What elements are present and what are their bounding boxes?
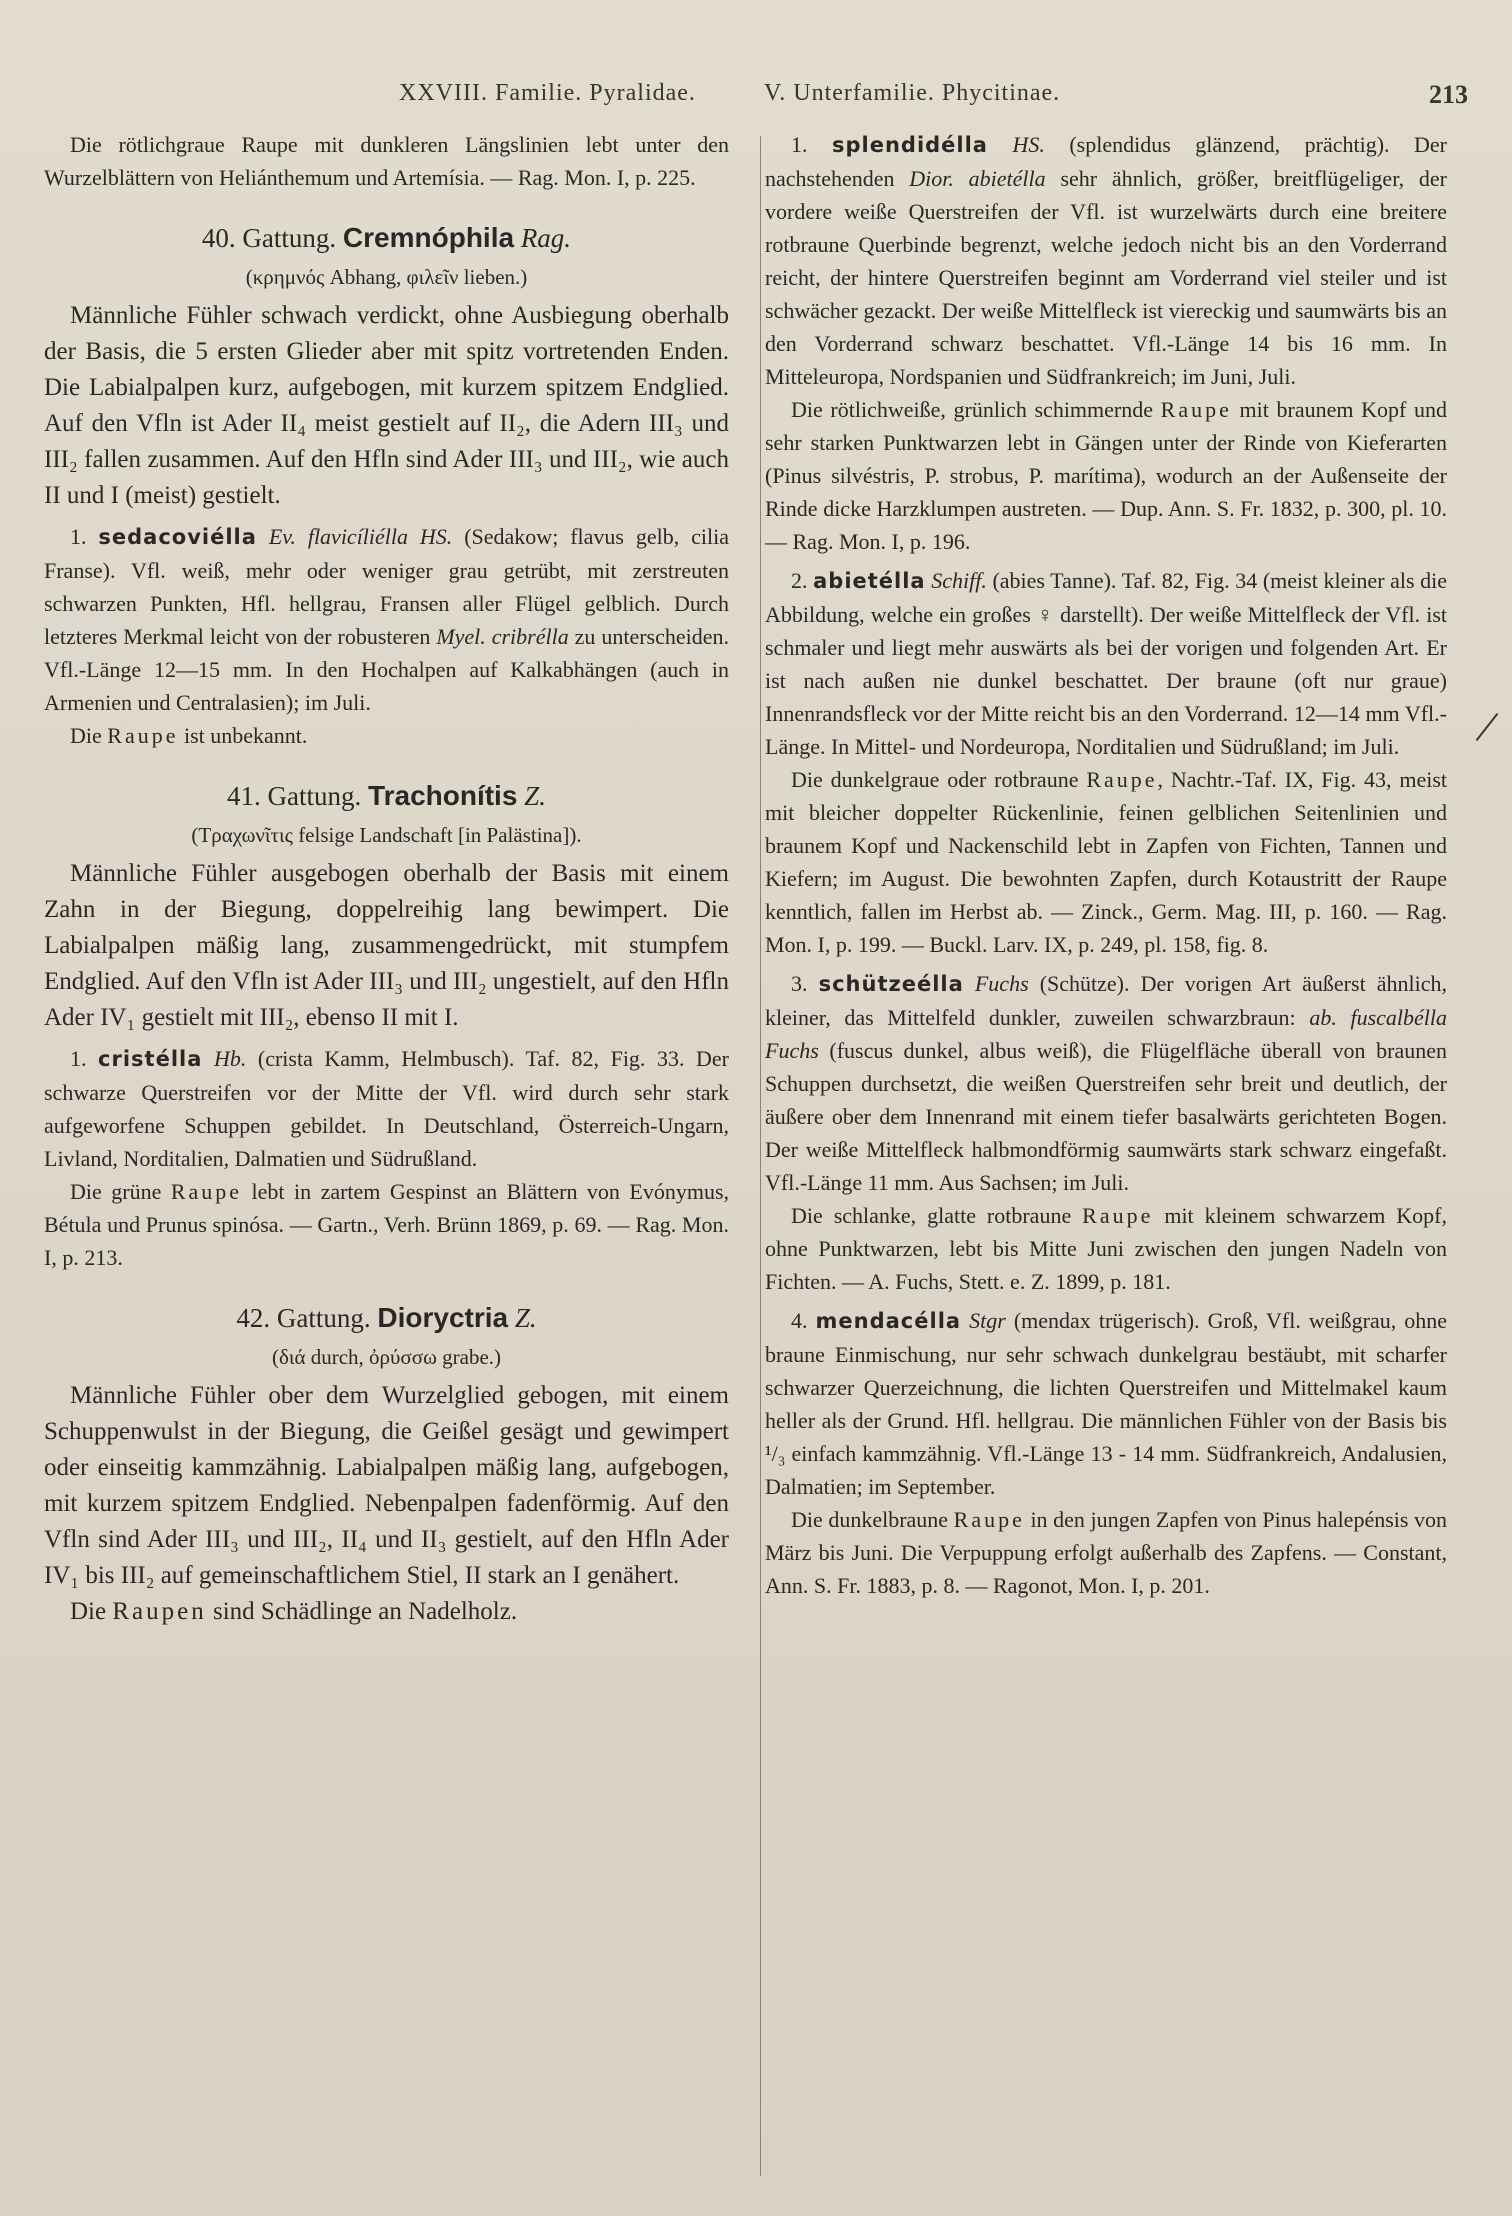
- species-author: Ev.: [268, 524, 296, 549]
- larva-keyword: Raupe: [1160, 397, 1232, 422]
- species-text: (crista Kamm, Helmbusch). Taf. 82, Fig. 33. Der schwarze Querstreifen vor der Mitte der Vfl. wird durch sehr stark aufgeworfene Schuppen gebildet. In Deutschland, Österreich-Ungarn, Livland, Norditalien, Dalmatien und Südrußland.: [44, 1046, 730, 1171]
- larva-keyword: Raupe: [170, 1179, 243, 1204]
- genus-description: Männliche Fühler ausgebogen oberhalb der Basis mit einem Zahn in der Biegung, doppelreihig lang bewimpert. Die Labialpalpen mäßig lang, zusammengedrückt, mit stumpfem Endglied. Auf den Vfln ist Ader III₃ und III₂ ungestielt, auf den Hfln Ader IV₁ gestielt mit III₂, ebenso II mit I.: [44, 860, 729, 1031]
- column-divider: [760, 136, 761, 2176]
- genus-description: Männliche Fühler schwach verdickt, ohne Ausbiegung oberhalb der Basis, die 5 ersten Glieder aber mit spitz vortretenden Enden. Die Labialpalpen kurz, aufgebogen, mit kurzem spitzem Endglied. Auf den Vfln ist Ader II₄ meist gestielt auf II₂, die Adern III₃ und III₂ fallen zusammen. Auf den Hfln sind Ader III₃ und III₂, wie auch II und I (meist) gestielt.: [44, 302, 729, 509]
- species-author: HS.: [1012, 132, 1045, 157]
- genus-author: Rag.: [520, 223, 572, 253]
- larva-text: mit kleinem schwarzem Kopf, ohne Punktwarzen, lebt bis Mitte Juni zwischen den jungen Nadeln von Fichten. — A. Fuchs, Stett. e. Z. 1899, p. 181.: [765, 1203, 1448, 1294]
- larva-keyword: Raupe: [953, 1507, 1025, 1532]
- closing-keyword: Raupen: [112, 1598, 207, 1625]
- species-entry: [765, 128, 1447, 393]
- page-number: 213: [1429, 80, 1468, 109]
- larva-text: Die dunkelgraue oder rotbraune: [791, 767, 1079, 792]
- genus-etymology: (Τραχωνῖτις felsige Landschaft [in Palästina]).: [191, 823, 582, 847]
- aberration-name: ab. fuscalbélla Fuchs: [765, 1005, 1448, 1063]
- species-reference: Myel. cribrélla: [436, 624, 569, 649]
- genus-name: Cremnóphila: [342, 222, 515, 253]
- larva-paragraph: [765, 763, 1447, 961]
- larva-text: , Nachtr.-Taf. IX, Fig. 43, meist mit bleicher doppelter Rückenlinie, feinen gelblichen Seitenlinien und braunem Kopf und Nackenschild lebt in Zapfen von Fichten, Tannen und Kiefern; im August. Die bewohnten Zapfen, durch Kotaustritt der Raupe kenntlich, fallen im Herbst ab. — Zinck., Germ. Mag. III, p. 160. — Rag. Mon. I, p. 199. — Buckl. Larv. IX, p. 249, pl. 158, fig. 8.: [765, 767, 1448, 957]
- larva-text: Die schlanke, glatte rotbraune: [791, 1203, 1072, 1228]
- genus-description: Männliche Fühler ober dem Wurzelglied gebogen, mit einem Schuppenwulst in der Biegung, die Geißel gesägt und gewimpert oder einseitig kammzähnig. Labialpalpen mäßig lang, aufgebogen, mit kurzem spitzem Endglied. Nebenpalpen fadenförmig. Auf den Vfln sind Ader III₃ und III₂, II₄ und II₃ gestielt, auf den Hfln Ader IV₁ bis III₂ auf gemeinschaftlichem Stiel, II stark an I genähert.: [44, 1382, 729, 1589]
- species-entry: [765, 1304, 1447, 1503]
- larva-paragraph: [765, 393, 1447, 558]
- species-number: 3.: [791, 971, 808, 996]
- larva-keyword: Raupe: [1082, 1203, 1154, 1228]
- species-number: 1.: [70, 1046, 87, 1071]
- genus-42-heading: [44, 1300, 729, 1336]
- species-entry: [44, 520, 729, 719]
- larva-text: Die grüne: [70, 1179, 162, 1204]
- species-author: Fuchs: [974, 971, 1029, 996]
- margin-pencil-mark: [1476, 713, 1499, 741]
- closing-text: Die: [70, 1598, 107, 1625]
- species-name: sedacoviélla: [98, 525, 257, 549]
- species-number: 2.: [791, 568, 808, 593]
- species-number: 4.: [791, 1308, 808, 1333]
- larva-paragraph: [765, 1503, 1447, 1602]
- species-text: (Sedakow; flavus gelb, cilia Franse). Vfl. weiß, mehr oder weniger grau getrübt, mit zerstreuten schwarzen Punkten, Hfl. hellgrau, Fransen aller Flügel gelblich. Durch letzteres Merkmal leicht von der robusteren: [44, 524, 730, 649]
- right-column: [765, 128, 1447, 1602]
- larva-text: Die: [70, 723, 102, 748]
- species-entry: [44, 1042, 729, 1175]
- intro-paragraph: Die rötlichgraue Raupe mit dunkleren Längslinien lebt unter den Wurzelblättern von Heliánthemum und Artemísia. — Rag. Mon. I, p. 225.: [44, 132, 729, 190]
- genus-number: 42. Gattung.: [236, 1303, 371, 1333]
- species-author: Stgr: [969, 1308, 1006, 1333]
- larva-text: mit braunem Kopf und sehr starken Punktwarzen lebt in Gängen unter der Rinde von Kieferarten (Pinus silvéstris, P. strobus, P. marítima), wodurch an der Außenseite der Rinde dicke Harzklumpen austreten. — Dup. Ann. S. Fr. 1832, p. 300, pl. 10. — Rag. Mon. I, p. 196.: [765, 397, 1448, 554]
- species-name: abietélla: [813, 569, 926, 593]
- genus-etymology: (διά durch, ὀρύσσω grabe.): [271, 1345, 502, 1369]
- genus-41-heading: [44, 778, 729, 814]
- larva-text: lebt in zartem Gespinst an Blättern von Evónymus, Bétula und Prunus spinósa. — Gartn., Verh. Brünn 1869, p. 69. — Rag. Mon. I, p. 213.: [44, 1179, 730, 1270]
- species-text: sehr ähnlich, größer, breitflügeliger, der vordere weiße Querstreifen der Vfl. ist wurzelwärts durch eine breitere rotbraune Querbinde begrenzt, welche jedoch nicht bis an den Vorderrand reicht, der hintere Querstreifen beginnt am Vorderrand viel steiler und ist schwächer gezackt. Der weiße Mittelfleck ist viereckig und saumwärts bis an den Vorderrand schwarz beschattet. Vfl.-Länge 14 bis 16 mm. In Mitteleuropa, Nordspanien und Südfrankreich; im Juni, Juli.: [765, 166, 1448, 389]
- genus-40-heading: [44, 220, 729, 256]
- species-number: 1.: [70, 524, 87, 549]
- genus-name: Dioryctria: [377, 1302, 509, 1333]
- larva-text: Die rötlichweiße, grünlich schimmernde: [791, 397, 1154, 422]
- species-text: (splendidus glänzend, prächtig). Der nachstehenden: [765, 132, 1448, 191]
- genus-etymology: (κρημνός Abhang, φιλεῖν lieben.): [245, 265, 528, 289]
- species-synonym: flavicíliélla HS.: [307, 524, 453, 549]
- larva-keyword: Raupe: [107, 723, 179, 748]
- species-name: schützeélla: [818, 972, 964, 996]
- closing-text: sind Schädlinge an Nadelholz.: [212, 1598, 518, 1625]
- species-number: 1.: [791, 132, 808, 157]
- species-text: (mendax trügerisch). Groß, Vfl. weißgrau, ohne braune Einmischung, nur sehr schwach dunkelgrau bestäubt, mit scharfer schwarzer Querzeichnung, die lichten Querstreifen und Mittelmakel kaum heller als der Grund. Hfl. hellgrau. Die männlichen Fühler von der Basis bis ¹/₃ einfach kammzähnig. Vfl.-Länge 13 - 14 mm. Südfrankreich, Andalusien, Dalmatien; im September.: [765, 1308, 1447, 1499]
- larva-keyword: Raupe: [1086, 767, 1158, 792]
- species-text: (fuscus dunkel, albus weiß), die Flügelfläche überall von braunen Schuppen durchsetzt, die weißen Querstreifen sehr breit und deutlich, der äußere ober dem Innenrand mit einem tiefer basalwärts gerichteten Bogen. Der weiße Mittelfleck halbmondförmig saumwärts stark schwarz eingefaßt. Vfl.-Länge 11 mm. Aus Sachsen; im Juli.: [765, 1038, 1448, 1195]
- larva-text: in den jungen Zapfen von Pinus halepénsis von März bis Juni. Die Verpuppung erfolgt außerhalb des Zapfens. — Constant, Ann. S. Fr. 1883, p. 8. — Ragonot, Mon. I, p. 201.: [765, 1507, 1448, 1598]
- left-column: [44, 128, 729, 1630]
- larva-text: Die dunkelbraune: [791, 1507, 949, 1532]
- species-text: zu unterscheiden. Vfl.-Länge 12—15 mm. In den Hochalpen auf Kalkabhängen (auch in Armenien und Centralasien); im Juli.: [44, 624, 730, 715]
- larva-paragraph: [44, 1175, 729, 1274]
- species-author: Hb.: [213, 1046, 247, 1071]
- genus-number: 40. Gattung.: [201, 223, 337, 253]
- genus-author: Z.: [514, 1303, 537, 1333]
- header-subfamily: V. Unterfamilie. Phycitinae.: [764, 80, 1061, 106]
- species-name: mendacélla: [815, 1309, 962, 1333]
- larva-text: ist unbekannt.: [183, 723, 308, 748]
- genus-number: 41. Gattung.: [227, 781, 362, 811]
- species-text: (Schütze). Der vorigen Art äußerst ähnlich, kleiner, das Mittelfeld dunkler, zuweilen schwarzbraun:: [765, 971, 1448, 1030]
- species-name: cristélla: [98, 1047, 203, 1071]
- genus-closing: [44, 1594, 729, 1630]
- larva-paragraph: [765, 1199, 1447, 1298]
- genus-name: Trachonítis: [368, 780, 518, 811]
- species-entry: [765, 967, 1447, 1199]
- species-name: splendidélla: [831, 133, 988, 157]
- species-author: Schiff.: [931, 568, 987, 593]
- larva-paragraph: [44, 719, 729, 752]
- running-header: [44, 80, 1468, 120]
- species-reference: Dior. abietélla: [909, 166, 1046, 191]
- genus-author: Z.: [524, 781, 546, 811]
- header-family: XXVIII. Familie. Pyralidae.: [399, 80, 696, 106]
- species-text: (abies Tanne). Taf. 82, Fig. 34 (meist kleiner als die Abbildung, welche ein großes ♀ darstellt). Der weiße Mittelfleck der Vfl. ist schmaler und liegt mehr auswärts als bei der vorigen und folgenden Art. Er ist nach außen nie dunkel beschattet. Der braune (oft nur graue) Innenrandsfleck vor der Mitte reicht bis an den Vorderrand. 12—14 mm Vfl.-Länge. In Mittel- und Nordeuropa, Norditalien und Südrußland; im Juli.: [765, 568, 1448, 759]
- species-entry: [765, 564, 1447, 763]
